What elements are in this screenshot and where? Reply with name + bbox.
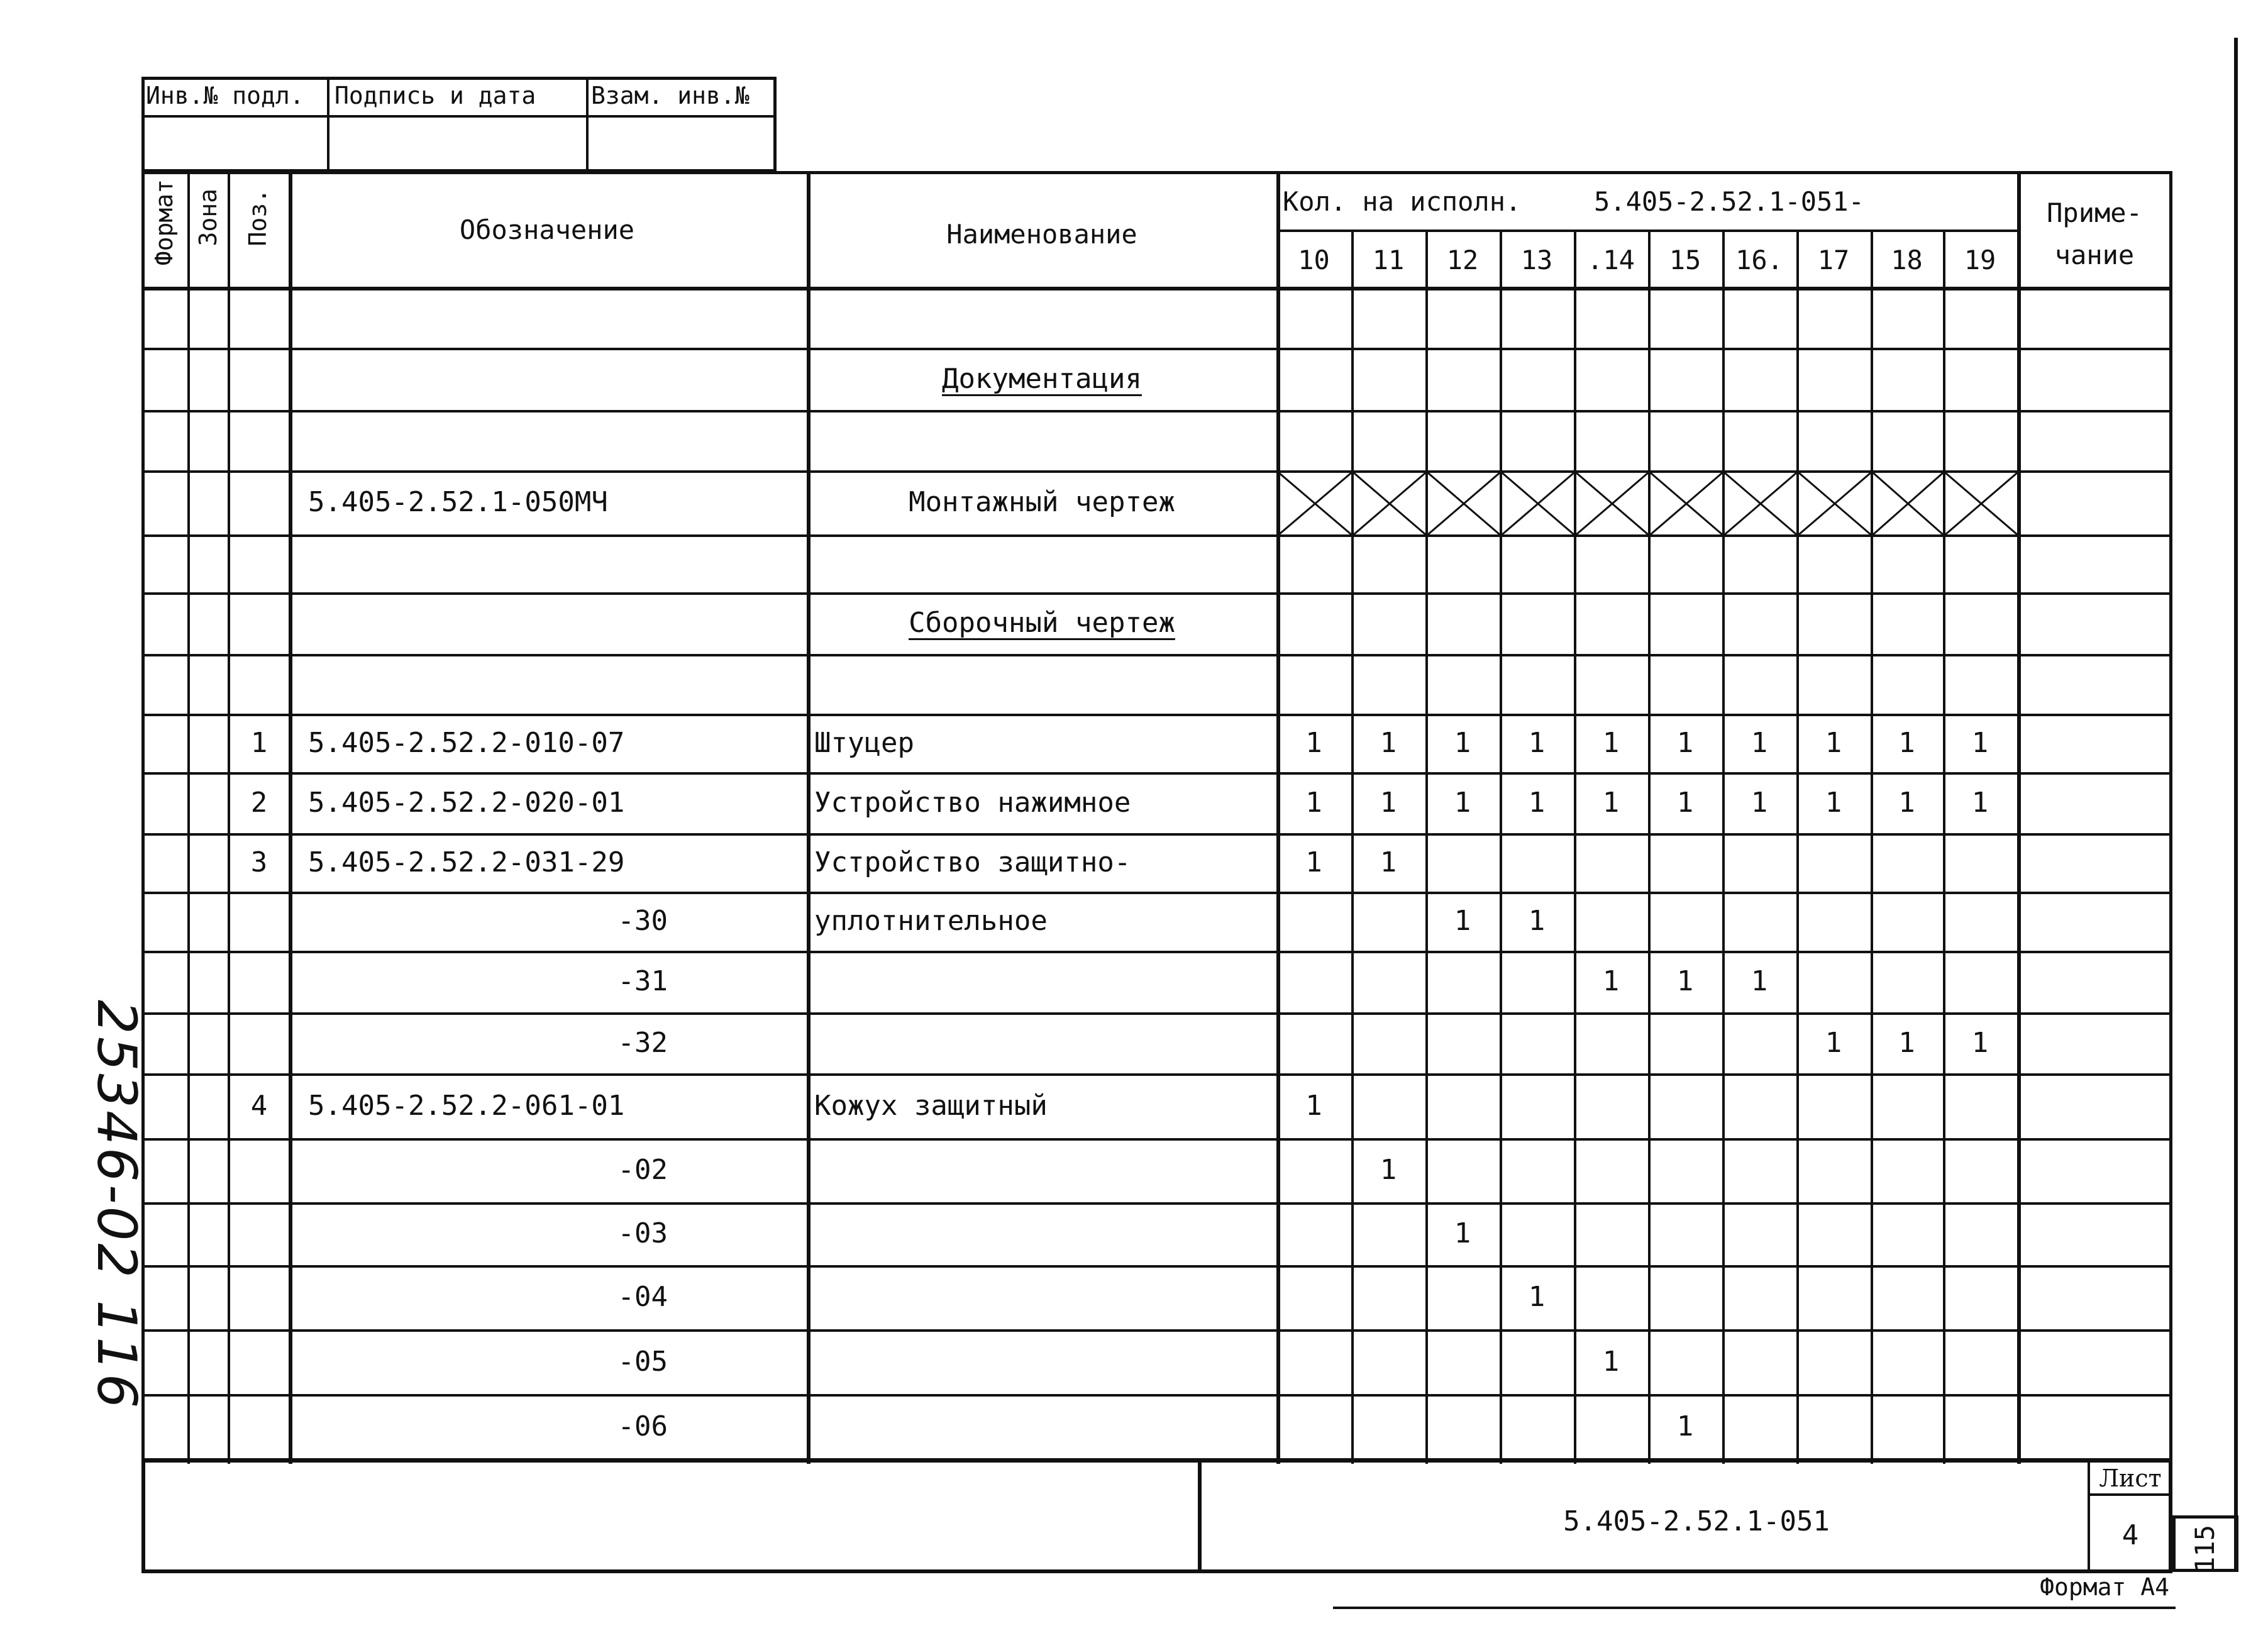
qty-cell: 1: [1380, 1154, 1397, 1186]
qty-cell: 1: [1528, 905, 1546, 937]
handwritten-stamp: 25346-02 116: [85, 1000, 148, 1411]
row-oboznachenie: -05: [617, 1346, 668, 1378]
row-oboznachenie: 5.405-2.52.1-050МЧ: [308, 486, 608, 518]
qty-cell: 1: [1528, 1281, 1546, 1313]
variant-header-2: 11: [1372, 245, 1405, 275]
qty-cell: 1: [1602, 1346, 1620, 1378]
qty-cell: 1: [1454, 787, 1471, 819]
qty-cell: 1: [1898, 1027, 1915, 1059]
header-kol-code: 5.405-2.52.1-051-: [1594, 186, 1864, 217]
qty-cell: 1: [1380, 787, 1397, 819]
row-naimenovanie: Кожух защитный: [814, 1090, 1048, 1122]
crossed-cell: [1279, 473, 1351, 534]
qty-cell: 1: [1898, 727, 1915, 759]
crossed-cell: [1873, 473, 1943, 534]
qty-cell: 1: [1454, 727, 1471, 759]
inv-podl-label: Инв.№ подл.: [146, 82, 304, 109]
qty-cell: 1: [1751, 965, 1768, 997]
row-oboznachenie: -32: [617, 1027, 668, 1059]
qty-cell: 1: [1825, 727, 1842, 759]
qty-cell: 1: [1971, 1027, 1989, 1059]
variant-header-8: 17: [1817, 245, 1850, 275]
qty-cell: 1: [1528, 787, 1546, 819]
qty-cell: 1: [1528, 727, 1546, 759]
qty-cell: 1: [1380, 727, 1397, 759]
header-primechanie-1: Приме-: [2047, 197, 2142, 228]
header-primechanie-2: чание: [2054, 240, 2135, 270]
row-oboznachenie: -31: [617, 965, 668, 997]
row-naimenovanie: Монтажный чертеж: [909, 486, 1175, 518]
row-oboznachenie: 5.405-2.52.2-061-01: [308, 1090, 625, 1122]
variant-header-3: 12: [1446, 245, 1479, 275]
footer-format-label: Формат А4: [2040, 1573, 2169, 1601]
variant-header-1: 10: [1298, 245, 1330, 275]
qty-cell: 1: [1602, 965, 1620, 997]
row-oboznachenie: -02: [617, 1154, 668, 1186]
crossed-cell: [1651, 473, 1722, 534]
qty-cell: 1: [1676, 965, 1694, 997]
qty-cell: 1: [1602, 787, 1620, 819]
crossed-cell: [1428, 473, 1500, 534]
crossed-cell: [1725, 473, 1796, 534]
variant-header-5: .14: [1587, 245, 1635, 275]
qty-cell: 1: [1380, 846, 1397, 878]
row-poz: 2: [250, 787, 268, 819]
qty-cell: 1: [1971, 787, 1989, 819]
qty-cell: 1: [1898, 787, 1915, 819]
header-format: Формат: [150, 179, 178, 266]
qty-cell: 1: [1305, 787, 1322, 819]
row-oboznachenie: -04: [617, 1281, 668, 1313]
variant-header-4: 13: [1520, 245, 1553, 275]
row-poz: 4: [250, 1090, 268, 1122]
section-heading: Документация: [942, 363, 1142, 395]
variant-header-9: 18: [1891, 245, 1923, 275]
qty-cell: 1: [1971, 727, 1989, 759]
row-naimenovanie: Устройство защитно-: [814, 846, 1131, 878]
qty-cell: 1: [1602, 727, 1620, 759]
row-naimenovanie: уплотнительное: [814, 905, 1048, 937]
crossed-cell: [1502, 473, 1574, 534]
row-oboznachenie: 5.405-2.52.2-020-01: [308, 787, 625, 819]
row-oboznachenie: 5.405-2.52.2-031-29: [308, 846, 625, 878]
crossed-cell: [1799, 473, 1871, 534]
qty-cell: 1: [1825, 1027, 1842, 1059]
row-oboznachenie: -06: [617, 1410, 668, 1442]
qty-cell: 1: [1454, 905, 1471, 937]
row-oboznachenie: 5.405-2.52.2-010-07: [308, 727, 625, 759]
section-heading: Сборочный чертеж: [909, 607, 1175, 639]
podpis-data-label: Подпись и дата: [335, 82, 536, 109]
qty-cell: 1: [1676, 787, 1694, 819]
qty-cell: 1: [1751, 727, 1768, 759]
qty-cell: 1: [1751, 787, 1768, 819]
qty-cell: 1: [1676, 1410, 1694, 1442]
qty-cell: 1: [1305, 727, 1322, 759]
variant-header-10: 19: [1964, 245, 1996, 275]
row-poz: 1: [250, 727, 268, 759]
header-poz: Поз.: [244, 189, 272, 246]
row-oboznachenie: -03: [617, 1217, 668, 1249]
row-naimenovanie: Штуцер: [814, 727, 914, 759]
vzam-inv-label: Взам. инв.№: [591, 82, 750, 109]
header-kol-label: Кол. на исполн.: [1283, 186, 1522, 217]
header-oboznachenie: Обозначение: [459, 214, 635, 245]
qty-cell: 1: [1676, 727, 1694, 759]
variant-header-7: 16.: [1735, 245, 1783, 275]
row-naimenovanie: Устройство нажимное: [814, 787, 1131, 819]
header-naimenovanie: Наименование: [946, 219, 1137, 250]
variant-header-6: 15: [1669, 245, 1701, 275]
qty-cell: 1: [1305, 846, 1322, 878]
qty-cell: 1: [1825, 787, 1842, 819]
qty-cell: 1: [1454, 1217, 1471, 1249]
footer-list-label: Лист: [2099, 1464, 2162, 1492]
crossed-cell: [1945, 473, 2017, 534]
crossed-cell: [1576, 473, 1648, 534]
footer-list-number: 4: [2121, 1519, 2139, 1551]
header-zona: Зона: [194, 189, 222, 246]
side-number: 115: [2189, 1525, 2220, 1573]
qty-cell: 1: [1305, 1090, 1322, 1122]
crossed-cell: [1354, 473, 1425, 534]
row-oboznachenie: -30: [617, 905, 668, 937]
row-poz: 3: [250, 846, 268, 878]
footer-doc-code: 5.405-2.52.1-051: [1563, 1505, 1830, 1537]
